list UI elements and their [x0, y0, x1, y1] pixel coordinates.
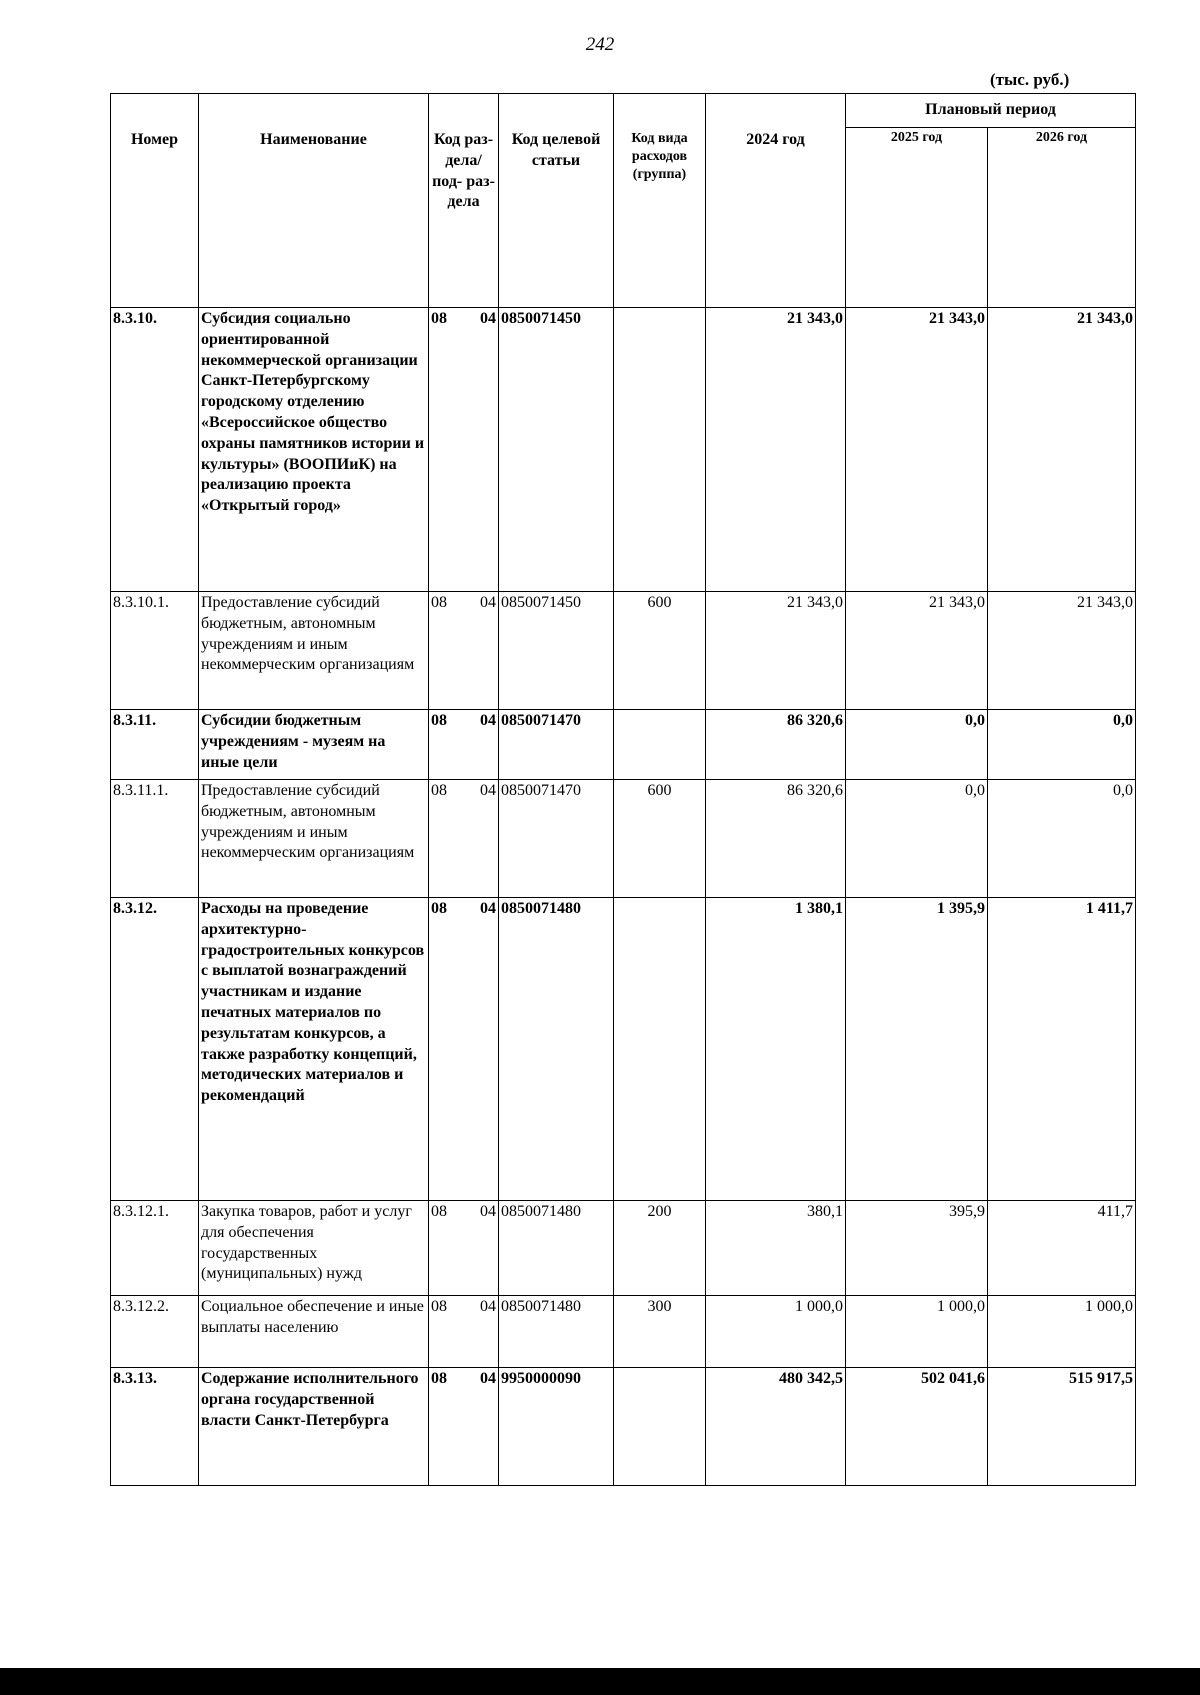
- row-section-code: [429, 592, 499, 710]
- table-row: [111, 898, 1136, 1201]
- row-target-code: 0850071480: [499, 1296, 614, 1368]
- subsection-code: 04: [480, 1203, 496, 1220]
- row-value-2025: 21 343,0: [846, 592, 988, 710]
- section-code: 08: [431, 1370, 447, 1387]
- row-value-2026: 1 000,0: [988, 1296, 1136, 1368]
- header-year-2024: 2024 год: [706, 94, 846, 308]
- row-section-code: [429, 1296, 499, 1368]
- row-expense-type: 200: [614, 1201, 706, 1296]
- section-code: 08: [431, 310, 447, 327]
- subsection-code: 04: [480, 900, 496, 917]
- row-value-2025: 1 395,9: [846, 898, 988, 1201]
- header-section: Код раз- дела/ под- раз- дела: [429, 94, 499, 308]
- scan-bottom-border: [0, 1668, 1200, 1695]
- header-planned-period: Плановый период: [846, 94, 1136, 128]
- header-expense-type: Код вида расходов (группа): [614, 94, 706, 308]
- row-target-code: 0850071480: [499, 898, 614, 1201]
- row-value-2025: 395,9: [846, 1201, 988, 1296]
- row-value-2024: 86 320,6: [706, 710, 846, 780]
- row-expense-type: 600: [614, 592, 706, 710]
- row-section-code: [429, 1368, 499, 1486]
- subsection-code: 04: [480, 594, 496, 611]
- row-name: Предоставление субсидий бюджетным, автономным учреждениям и иным некоммерческим организациям: [199, 592, 429, 710]
- row-value-2026: 411,7: [988, 1201, 1136, 1296]
- row-expense-type: [614, 308, 706, 592]
- header-name: Наименование: [199, 94, 429, 308]
- page-number: 242: [585, 34, 615, 55]
- section-code: 08: [431, 782, 447, 799]
- row-value-2025: 0,0: [846, 780, 988, 898]
- row-value-2024: 21 343,0: [706, 308, 846, 592]
- header-year-2025: 2025 год: [846, 128, 988, 308]
- section-code: 08: [431, 1298, 447, 1315]
- row-value-2024: 21 343,0: [706, 592, 846, 710]
- row-name: Субсидия социально ориентированной некоммерческой организации Санкт-Петербургскому городскому отделению «Всероссийское общество охраны памятников истории и культуры» (ВООПИиК) на реализацию проекта «Открытый город»: [199, 308, 429, 592]
- row-value-2024: 1 380,1: [706, 898, 846, 1201]
- row-expense-type: 600: [614, 780, 706, 898]
- row-value-2025: 502 041,6: [846, 1368, 988, 1486]
- row-name: Содержание исполнительного органа государственной власти Санкт-Петербурга: [199, 1368, 429, 1486]
- header-target: Код целевой статьи: [499, 94, 614, 308]
- row-name: Предоставление субсидий бюджетным, автономным учреждениям и иным некоммерческим организациям: [199, 780, 429, 898]
- row-value-2026: 515 917,5: [988, 1368, 1136, 1486]
- row-target-code: 0850071450: [499, 592, 614, 710]
- row-value-2026: 21 343,0: [988, 592, 1136, 710]
- table-row: [111, 308, 1136, 592]
- row-target-code: 0850071480: [499, 1201, 614, 1296]
- table-row: [111, 1201, 1136, 1296]
- row-value-2024: 480 342,5: [706, 1368, 846, 1486]
- row-value-2024: 1 000,0: [706, 1296, 846, 1368]
- row-number: 8.3.11.: [111, 710, 199, 780]
- header-year-2026: 2026 год: [988, 128, 1136, 308]
- section-code: 08: [431, 712, 447, 729]
- row-number: 8.3.12.1.: [111, 1201, 199, 1296]
- row-section-code: [429, 898, 499, 1201]
- row-value-2026: 1 411,7: [988, 898, 1136, 1201]
- subsection-code: 04: [480, 1298, 496, 1315]
- row-value-2026: 21 343,0: [988, 308, 1136, 592]
- row-name: Социальное обеспечение и иные выплаты населению: [199, 1296, 429, 1368]
- row-target-code: 9950000090: [499, 1368, 614, 1486]
- section-code: 08: [431, 1203, 447, 1220]
- header-number: Номер: [111, 94, 199, 308]
- row-expense-type: [614, 898, 706, 1201]
- table-row: [111, 710, 1136, 780]
- table-row: [111, 592, 1136, 710]
- subsection-code: 04: [480, 1370, 496, 1387]
- row-number: 8.3.10.: [111, 308, 199, 592]
- subsection-code: 04: [480, 782, 496, 799]
- row-number: 8.3.12.: [111, 898, 199, 1201]
- row-name: Закупка товаров, работ и услуг для обеспечения государственных (муниципальных) нужд: [199, 1201, 429, 1296]
- row-value-2026: 0,0: [988, 710, 1136, 780]
- section-code: 08: [431, 594, 447, 611]
- row-value-2025: 21 343,0: [846, 308, 988, 592]
- row-target-code: 0850071450: [499, 308, 614, 592]
- row-number: 8.3.12.2.: [111, 1296, 199, 1368]
- row-section-code: [429, 710, 499, 780]
- row-section-code: [429, 780, 499, 898]
- row-number: 8.3.13.: [111, 1368, 199, 1486]
- row-target-code: 0850071470: [499, 710, 614, 780]
- row-expense-type: [614, 1368, 706, 1486]
- table-row: [111, 780, 1136, 898]
- row-expense-type: [614, 710, 706, 780]
- row-section-code: [429, 1201, 499, 1296]
- row-target-code: 0850071470: [499, 780, 614, 898]
- row-name: Расходы на проведение архитектурно-градостроительных конкурсов с выплатой вознаграждений участникам и издание печатных материалов по результатам конкурсов, а также разработку концепций, методических материалов и рекомендаций: [199, 898, 429, 1201]
- table-body: [111, 308, 1136, 1486]
- subsection-code: 04: [480, 310, 496, 327]
- subsection-code: 04: [480, 712, 496, 729]
- row-value-2024: 86 320,6: [706, 780, 846, 898]
- row-value-2026: 0,0: [988, 780, 1136, 898]
- table-row: [111, 1368, 1136, 1486]
- section-code: 08: [431, 900, 447, 917]
- row-value-2025: 0,0: [846, 710, 988, 780]
- row-number: 8.3.11.1.: [111, 780, 199, 898]
- row-number: 8.3.10.1.: [111, 592, 199, 710]
- table-row: [111, 1296, 1136, 1368]
- row-value-2025: 1 000,0: [846, 1296, 988, 1368]
- budget-table: [110, 93, 1136, 1486]
- row-name: Субсидии бюджетным учреждениям - музеям на иные цели: [199, 710, 429, 780]
- row-expense-type: 300: [614, 1296, 706, 1368]
- units-label: (тыс. руб.): [990, 70, 1070, 89]
- row-section-code: [429, 308, 499, 592]
- row-value-2024: 380,1: [706, 1201, 846, 1296]
